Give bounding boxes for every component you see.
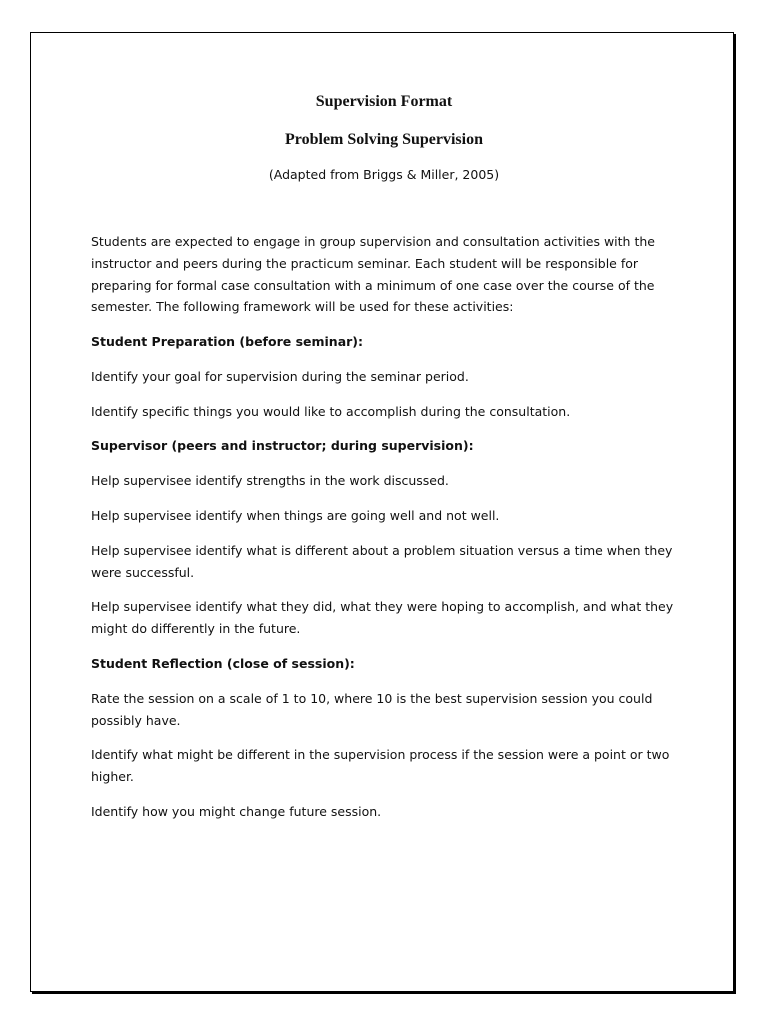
supervisor-item: Help supervisee identify what they did, what they were hoping to accomplish, and what they might do differently in the future. bbox=[91, 599, 674, 636]
document-title: Supervision Format bbox=[315, 93, 453, 110]
section-heading-preparation: Student Preparation (before seminar): bbox=[91, 334, 364, 349]
supervisor-item: Help supervisee identify what is different about a problem situation versus a time when they were successful. bbox=[91, 543, 673, 580]
preparation-item: Identify specific things you would like to accomplish during the consultation. bbox=[91, 404, 571, 419]
citation: (Adapted from Briggs & Miller, 2005) bbox=[268, 167, 500, 182]
preparation-item: Identify your goal for supervision during the seminar period. bbox=[91, 369, 469, 384]
section-heading-supervisor: Supervisor (peers and instructor; during supervision): bbox=[91, 438, 474, 453]
reflection-item: Rate the session on a scale of 1 to 10, where 10 is the best supervision session you could possibly have. bbox=[91, 691, 653, 728]
supervisor-item: Help supervisee identify strengths in the work discussed. bbox=[91, 473, 449, 488]
reflection-item: Identify how you might change future session. bbox=[91, 804, 382, 819]
document-subtitle: Problem Solving Supervision bbox=[285, 131, 483, 148]
supervisor-item: Help supervisee identify when things are going well and not well. bbox=[91, 508, 500, 523]
intro-paragraph: Students are expected to engage in group supervision and consultation activities with the instructor and peers during the practicum seminar. Each student will be responsible for preparing for formal case consultation with a minimum of one case over the course of the semester. The following framework will be used for these activities: bbox=[91, 234, 655, 315]
reflection-item: Identify what might be different in the supervision process if the session were a point or two higher. bbox=[91, 747, 670, 784]
section-heading-reflection: Student Reflection (close of session): bbox=[91, 656, 355, 671]
